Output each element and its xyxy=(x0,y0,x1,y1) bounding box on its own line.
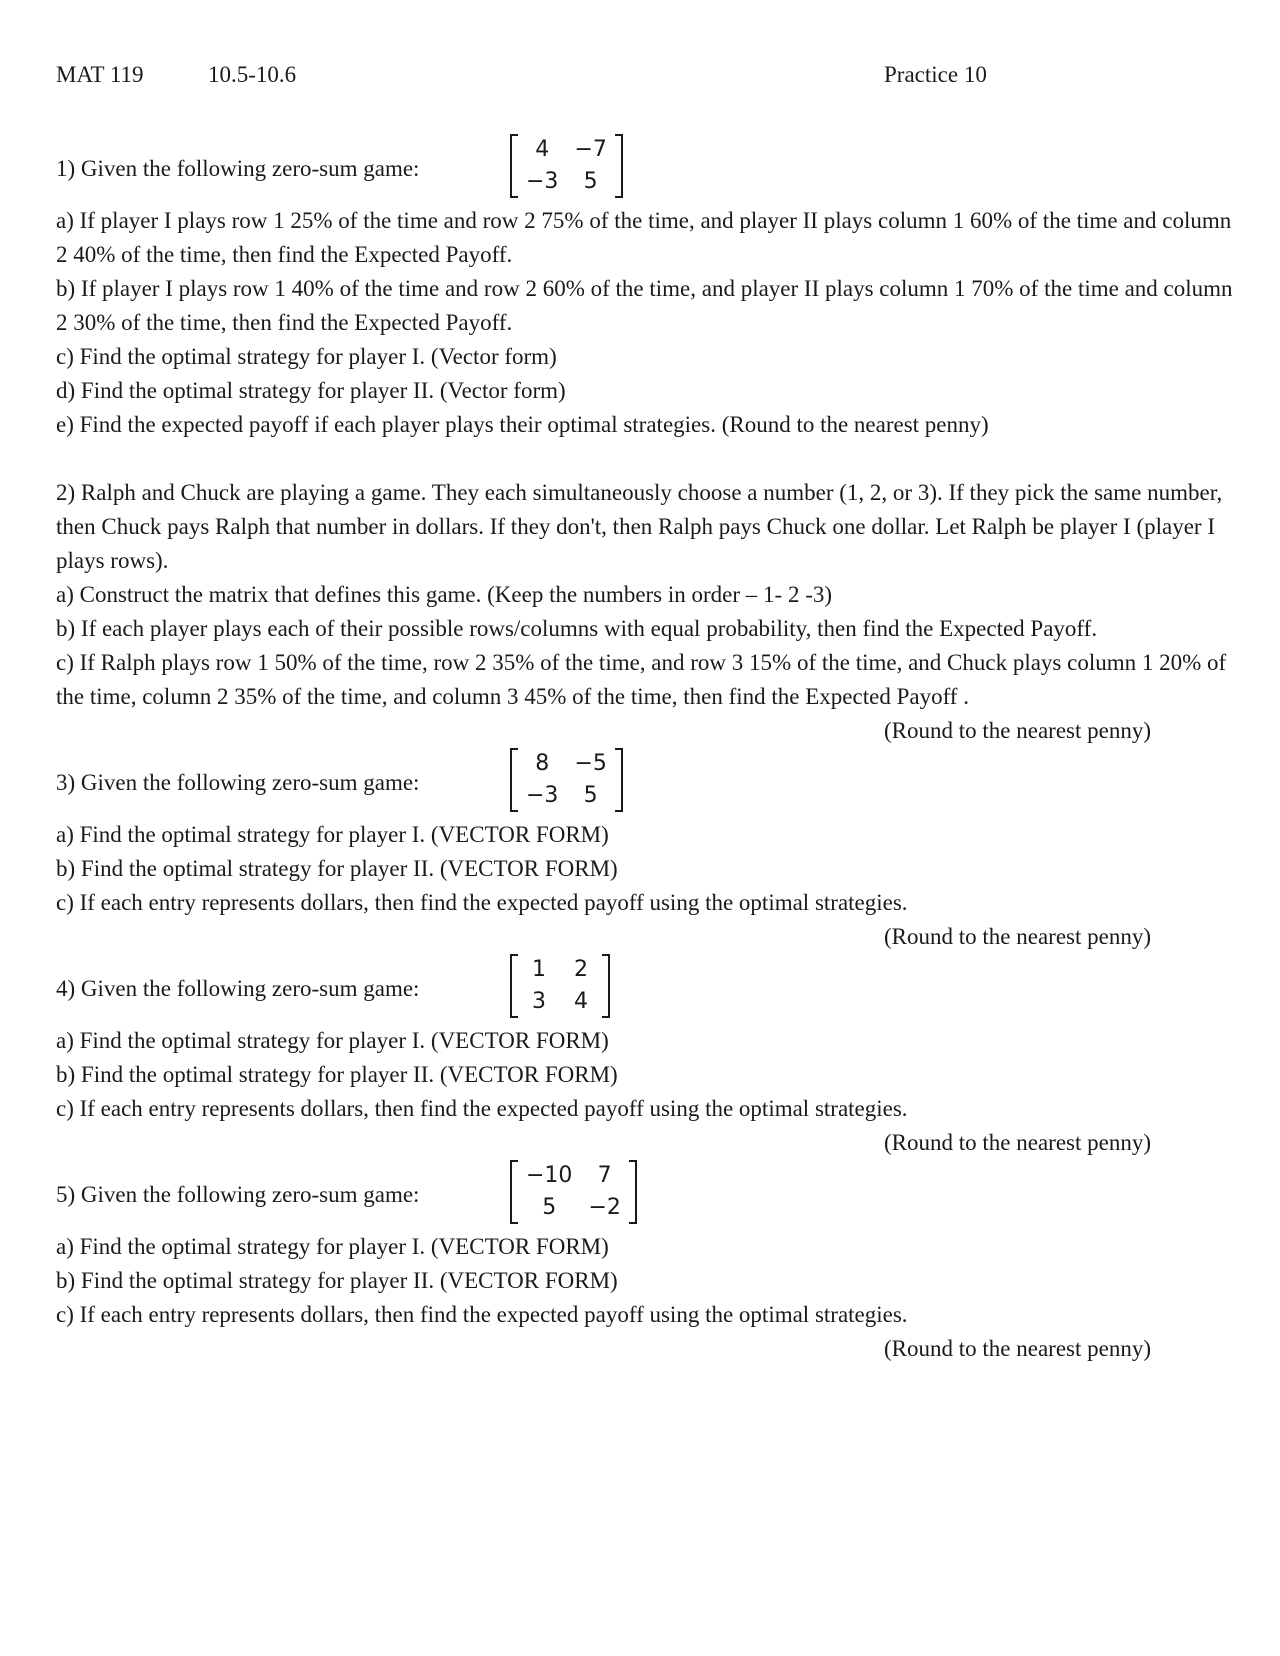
question-1-part-a: a) If player I plays row 1 25% of the time and row 2 75% of the time, and player II plays column 1 60% of the time and column 2 40% of the time, then find the Expected Payoff. xyxy=(56,208,1232,267)
question-5-text: 5) Given the following zero-sum game: xyxy=(56,1182,420,1207)
question-1-part-d: d) Find the optimal strategy for player II. (Vector form) xyxy=(56,378,566,403)
question-1-matrix xyxy=(510,134,623,198)
question-3-part-c: c) If each entry represents dollars, then find the expected payoff using the optimal strategies. xyxy=(56,890,908,915)
matrix-cell: 4 xyxy=(535,137,550,162)
matrix-cell: 2 xyxy=(574,957,588,982)
question-5-part-b: b) Find the optimal strategy for player II. (VECTOR FORM) xyxy=(56,1268,618,1293)
matrix-cell: 5 xyxy=(583,783,598,808)
matrix-cell: −3 xyxy=(526,169,559,194)
question-3 xyxy=(56,748,1236,954)
section-range: 10.5-10.6 xyxy=(208,62,297,87)
question-4-part-b: b) Find the optimal strategy for player II. (VECTOR FORM) xyxy=(56,1062,618,1087)
course-code: MAT 119 xyxy=(56,62,144,87)
question-1-intro xyxy=(56,134,1236,204)
question-5-part-a: a) Find the optimal strategy for player I. (VECTOR FORM) xyxy=(56,1234,609,1259)
question-5-intro xyxy=(56,1160,1236,1230)
question-1-part-c: c) Find the optimal strategy for player I. (Vector form) xyxy=(56,344,557,369)
question-3-intro xyxy=(56,748,1236,818)
matrix-cell: 7 xyxy=(597,1163,612,1188)
question-5-part-c: c) If each entry represents dollars, then find the expected payoff using the optimal strategies. xyxy=(56,1302,908,1327)
page-header xyxy=(56,58,1236,94)
practice-title: Practice 10 xyxy=(884,62,987,87)
matrix-cell: 1 xyxy=(532,957,546,982)
worksheet-page xyxy=(56,58,1236,1366)
question-1 xyxy=(56,134,1236,442)
matrix-cell: −2 xyxy=(588,1195,621,1220)
question-1-part-e: e) Find the expected payoff if each player plays their optimal strategies. (Round to the nearest penny) xyxy=(56,412,989,437)
question-5-round-note: (Round to the nearest penny) xyxy=(884,1336,1151,1361)
question-4-text: 4) Given the following zero-sum game: xyxy=(56,976,420,1001)
question-2-text: 2) Ralph and Chuck are playing a game. They each simultaneously choose a number (1, 2, or 3). If they pick the same number, then Chuck pays Ralph that number in dollars. If they don't, then Ralph pays Chuck one dollar. Let Ralph be player I (player I plays rows). xyxy=(56,480,1223,573)
matrix-cell: 5 xyxy=(583,169,598,194)
matrix-cell: −7 xyxy=(574,137,607,162)
question-3-round-note: (Round to the nearest penny) xyxy=(884,924,1151,949)
matrix-cell: −10 xyxy=(526,1163,573,1188)
question-1-text: 1) Given the following zero-sum game: xyxy=(56,156,420,181)
question-5-matrix xyxy=(510,1160,637,1224)
question-2-part-b: b) If each player plays each of their possible rows/columns with equal probability, then find the Expected Payoff. xyxy=(56,616,1098,641)
matrix-cell: 8 xyxy=(535,751,550,776)
matrix-cell: 5 xyxy=(542,1195,557,1220)
question-4-matrix xyxy=(510,954,610,1018)
question-3-matrix xyxy=(510,748,623,812)
matrix-cell: −3 xyxy=(526,783,559,808)
question-4 xyxy=(56,954,1236,1160)
matrix-cell: 4 xyxy=(574,989,588,1014)
question-5 xyxy=(56,1160,1236,1366)
question-4-intro xyxy=(56,954,1236,1024)
question-2 xyxy=(56,476,1236,748)
question-4-part-c: c) If each entry represents dollars, then find the expected payoff using the optimal strategies. xyxy=(56,1096,908,1121)
question-1-part-b: b) If player I plays row 1 40% of the time and row 2 60% of the time, and player II plays column 1 70% of the time and column 2 30% of the time, then find the Expected Payoff. xyxy=(56,276,1233,335)
question-3-part-a: a) Find the optimal strategy for player I. (VECTOR FORM) xyxy=(56,822,609,847)
question-4-round-note: (Round to the nearest penny) xyxy=(884,1130,1151,1155)
question-2-part-c: c) If Ralph plays row 1 50% of the time, row 2 35% of the time, and row 3 15% of the time, and Chuck plays column 1 20% of the time, column 2 35% of the time, and column 3 45% of the time, then find the Expected Payoff . xyxy=(56,650,1227,709)
matrix-cell: −5 xyxy=(574,751,607,776)
matrix-cell: 3 xyxy=(532,989,546,1014)
question-2-round-note: (Round to the nearest penny) xyxy=(884,718,1151,743)
question-3-part-b: b) Find the optimal strategy for player II. (VECTOR FORM) xyxy=(56,856,618,881)
question-2-part-a: a) Construct the matrix that defines this game. (Keep the numbers in order – 1- 2 -3) xyxy=(56,582,833,607)
question-3-text: 3) Given the following zero-sum game: xyxy=(56,770,420,795)
question-4-part-a: a) Find the optimal strategy for player I. (VECTOR FORM) xyxy=(56,1028,609,1053)
